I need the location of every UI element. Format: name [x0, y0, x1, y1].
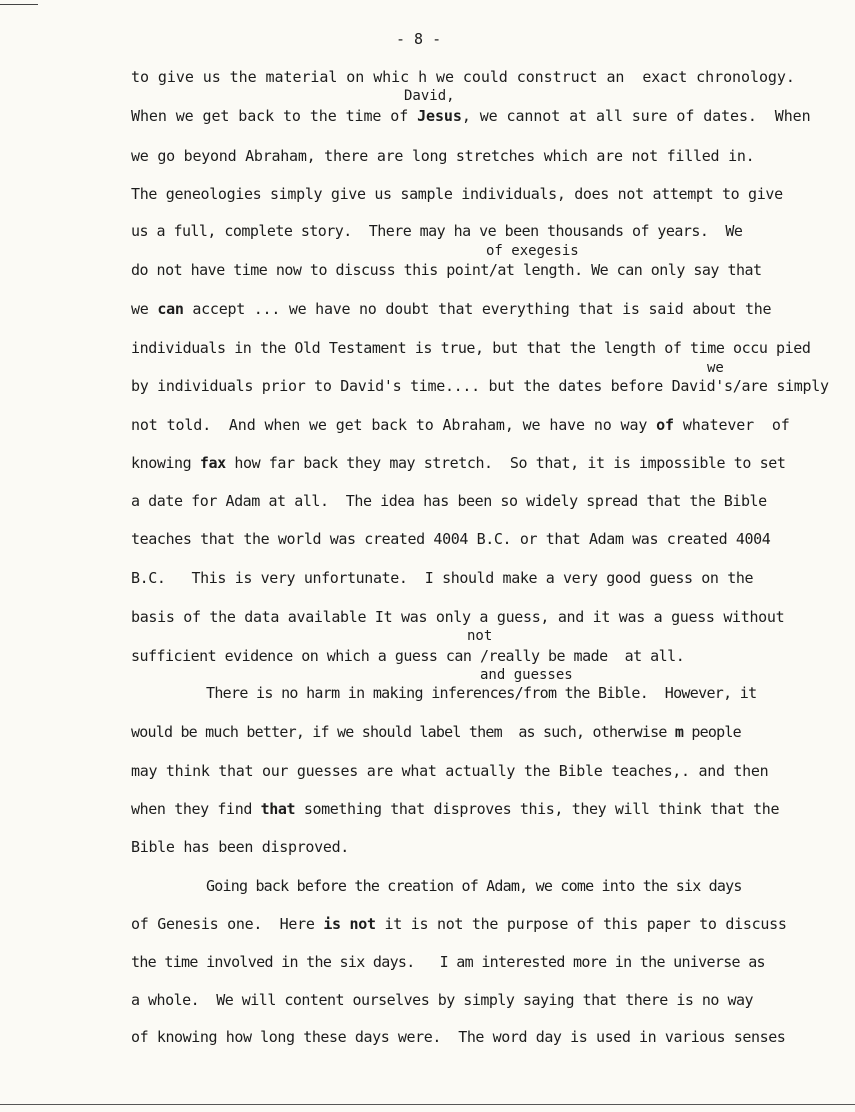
bottom-edge-rule [0, 1104, 855, 1105]
text-line: may think that our guesses are what actually the Bible teaches,. and then [131, 762, 769, 780]
text-line: we can accept ... we have no doubt that everything that is said about the [131, 300, 772, 318]
text-line: knowing fax how far back they may stretch. So that, it is impossible to set [131, 454, 786, 472]
text-line: would be much better, if we should label them as such, otherwise m people [131, 723, 741, 741]
text-line: Going back before the creation of Adam, we come into the six days [206, 877, 742, 895]
struck-through-word: m [674, 723, 684, 741]
text-line: do not have time now to discuss this point/at length. We can only say that [131, 261, 762, 279]
text-line: The geneologies simply give us sample individuals, does not attempt to give [131, 185, 783, 203]
text-line: when they find that something that disproves this, they will think that the [131, 800, 780, 818]
text-line: we go beyond Abraham, there are long stretches which are not filled in. [131, 147, 755, 165]
text-line: individuals in the Old Testament is true, but that the length of time occu pied [131, 339, 811, 357]
text-line: the time involved in the six days. I am interested more in the universe as [131, 953, 765, 971]
text-line: of knowing how long these days were. The word day is used in various senses [131, 1028, 786, 1046]
text-line: When we get back to the time of Jesus, we cannot at all sure of dates. When [131, 107, 811, 125]
struck-through-word: fax [199, 454, 226, 472]
struck-through-word: of [656, 416, 674, 434]
interlinear-note: David, [404, 88, 455, 104]
struck-through-word: Jesus [417, 107, 462, 125]
struck-through-word: is not [323, 915, 376, 933]
text-line: a whole. We will content ourselves by simply saying that there is no way [131, 991, 754, 1009]
interlinear-note: not [467, 628, 493, 644]
text-line: basis of the data available It was only a guess, and it was a guess without [131, 608, 785, 626]
interlinear-note: of exegesis [486, 243, 579, 259]
text-line: a date for Adam at all. The idea has been so widely spread that the Bible [131, 492, 767, 510]
text-line: to give us the material on whic h we could construct an exact chronology. [131, 68, 795, 86]
text-line: us a full, complete story. There may ha ve been thousands of years. We [131, 222, 743, 240]
page-number: - 8 - [396, 30, 442, 48]
struck-through-word: can [157, 300, 184, 318]
text-line: Bible has been disproved. [131, 838, 350, 856]
interlinear-note: we [707, 360, 724, 376]
text-line: B.C. This is very unfortunate. I should make a very good guess on the [131, 569, 754, 587]
text-line: sufficient evidence on which a guess can /really be made at all. [131, 647, 685, 665]
text-line: of Genesis one. Here is not it is not the purpose of this paper to discuss [131, 915, 787, 933]
top-edge-rule [0, 4, 38, 5]
text-line: by individuals prior to David's time.... but the dates before David's/are simply [131, 377, 829, 395]
struck-through-word: that [260, 800, 296, 818]
text-line: not told. And when we get back to Abraham, we have no way of whatever of [131, 416, 790, 434]
interlinear-note: and guesses [480, 667, 573, 683]
text-line: teaches that the world was created 4004 B.C. or that Adam was created 4004 [131, 530, 771, 548]
text-line: There is no harm in making inferences/from the Bible. However, it [206, 684, 757, 702]
